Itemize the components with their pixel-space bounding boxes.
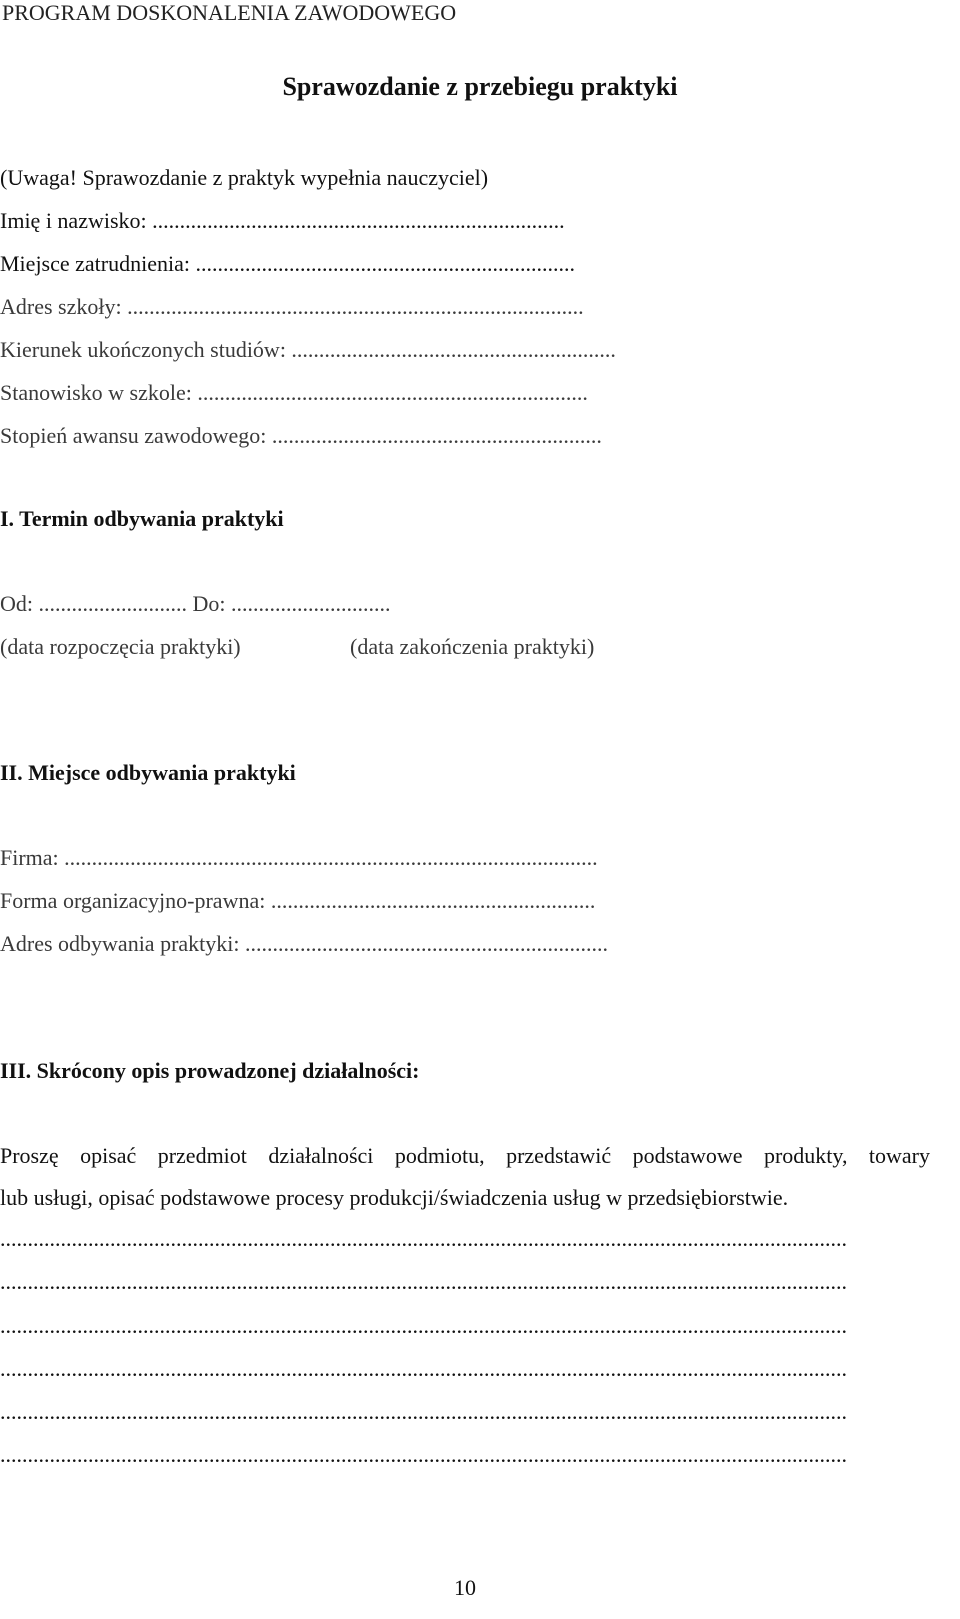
field-internship-address: Adres odbywania praktyki: .................................................................. [0,931,608,956]
intro-note: (Uwaga! Sprawozdanie z praktyk wypełnia nauczyciel) [0,165,489,190]
description-paragraph-line-1: Proszę opisać przedmiot działalności podmiotu, przedstawić podstawowe produkty, towary [0,1143,930,1168]
field-position: Stanowisko w szkole: ....................................................................... [0,380,588,405]
answer-line: .......................................................................................................................................................... [0,1228,847,1250]
field-name: Imię i nazwisko: ........................................................................... [0,208,565,233]
answer-line: .......................................................................................................................................................... [0,1401,847,1423]
field-studies: Kierunek ukończonych studiów: ........................................................... [0,337,616,362]
end-date-caption: (data zakończenia praktyki) [350,634,595,659]
answer-line: .......................................................................................................................................................... [0,1315,847,1337]
field-promotion-level: Stopień awansu zawodowego: ............................................................ [0,423,602,448]
answer-line: .......................................................................................................................................................... [0,1271,847,1293]
page-number: 10 [454,1575,476,1600]
section-3-heading: III. Skrócony opis prowadzonej działalności: [0,1058,420,1083]
field-workplace: Miejsce zatrudnienia: ..................................................................... [0,251,575,276]
answer-line: .......................................................................................................................................................... [0,1358,847,1380]
section-1-heading: I. Termin odbywania praktyki [0,506,284,531]
start-date-caption: (data rozpoczęcia praktyki) [0,634,241,659]
field-legal-form: Forma organizacyjno-prawna: ........................................................... [0,888,596,913]
section-2-heading: II. Miejsce odbywania praktyki [0,760,296,785]
document-title: Sprawozdanie z przebiegu praktyki [282,72,678,101]
date-range-line: Od: ........................... Do: ............................. [0,591,391,616]
description-paragraph-line-2: lub usługi, opisać podstawowe procesy produkcji/świadczenia usług w przedsiębiorstwie. [0,1185,789,1210]
field-company: Firma: ................................................................................................. [0,845,598,870]
field-school-address: Adres szkoły: ................................................................................... [0,294,584,319]
program-header: PROGRAM DOSKONALENIA ZAWODOWEGO [2,0,457,25]
answer-line: .......................................................................................................................................................... [0,1444,847,1466]
